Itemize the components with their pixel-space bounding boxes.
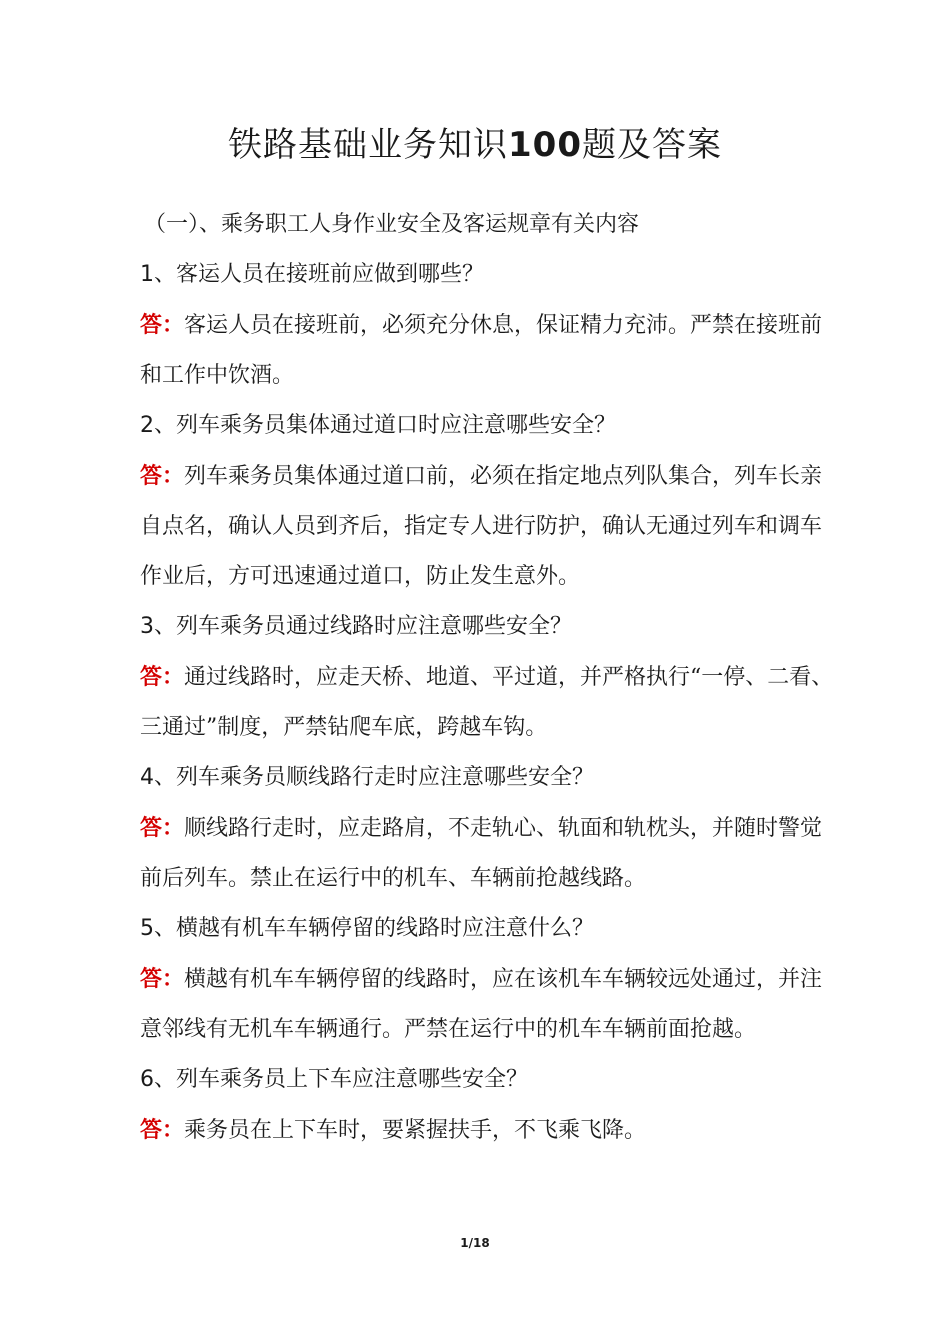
answer-text: 乘务员在上下车时，要紧握扶手，不飞乘飞降。 bbox=[184, 1118, 647, 1143]
question-text: 、列车乘务员通过线路时应注意哪些安全？ bbox=[154, 614, 573, 639]
title-number: 100 bbox=[508, 125, 582, 165]
answer-text: 客运人员在接班前，必须充分休息，保证精力充沛。严禁在接班前和工作中饮酒。 bbox=[140, 313, 823, 388]
question-text: 、客运人员在接班前应做到哪些？ bbox=[154, 262, 485, 287]
answer-label: 答： bbox=[140, 463, 185, 489]
question-3 bbox=[140, 602, 840, 652]
answer-6 bbox=[140, 1105, 840, 1156]
answer-text: 通过线路时，应走天桥、地道、平过道，并严格执行“一停、二看、三通过”制度，严禁钻爬车底，跨越车钩。 bbox=[140, 665, 834, 740]
question-number: 6 bbox=[140, 1067, 154, 1092]
document-title bbox=[0, 118, 950, 172]
answer-2 bbox=[140, 451, 840, 602]
document-body bbox=[140, 200, 840, 1156]
answer-text: 顺线路行走时，应走路肩，不走轨心、轨面和轨枕头，并随时警觉前后列车。禁止在运行中的机车、车辆前抢越线路。 bbox=[140, 816, 823, 891]
question-text: 、列车乘务员顺线路行走时应注意哪些安全？ bbox=[154, 765, 595, 790]
answer-1 bbox=[140, 300, 840, 401]
answer-label: 答： bbox=[140, 312, 185, 338]
page-number: 1/18 bbox=[460, 1236, 490, 1250]
answer-label: 答： bbox=[140, 664, 185, 690]
question-number: 5 bbox=[140, 916, 154, 941]
title-text-pre: 铁路基础业务知识 bbox=[228, 125, 508, 165]
question-number: 3 bbox=[140, 614, 154, 639]
answer-text: 列车乘务员集体通过道口前，必须在指定地点列队集合，列车长亲自点名，确认人员到齐后，指定专人进行防护，确认无通过列车和调车作业后，方可迅速通过道口，防止发生意外。 bbox=[140, 464, 823, 589]
question-text: 、横越有机车车辆停留的线路时应注意什么？ bbox=[154, 916, 595, 941]
answer-label: 答： bbox=[140, 966, 185, 992]
section-heading: （一）、乘务职工人身作业安全及客运规章有关内容 bbox=[144, 212, 640, 237]
question-5 bbox=[140, 904, 840, 954]
answer-text: 横越有机车车辆停留的线路时，应在该机车车辆较远处通过，并注意邻线有无机车车辆通行。严禁在运行中的机车车辆前面抢越。 bbox=[140, 967, 823, 1042]
question-number: 4 bbox=[140, 765, 154, 790]
question-text: 、列车乘务员集体通过道口时应注意哪些安全？ bbox=[154, 413, 617, 438]
question-2 bbox=[140, 401, 840, 451]
question-text: 、列车乘务员上下车应注意哪些安全？ bbox=[154, 1067, 529, 1092]
question-4 bbox=[140, 753, 840, 803]
answer-label: 答： bbox=[140, 815, 185, 841]
title-text-post: 题及答案 bbox=[581, 125, 722, 165]
answer-label: 答： bbox=[140, 1117, 185, 1143]
question-number: 2 bbox=[140, 413, 154, 438]
question-number: 1 bbox=[140, 262, 154, 287]
answer-4 bbox=[140, 803, 840, 904]
question-6 bbox=[140, 1055, 840, 1105]
question-1 bbox=[140, 250, 840, 300]
answer-5 bbox=[140, 954, 840, 1055]
answer-3 bbox=[140, 652, 840, 753]
